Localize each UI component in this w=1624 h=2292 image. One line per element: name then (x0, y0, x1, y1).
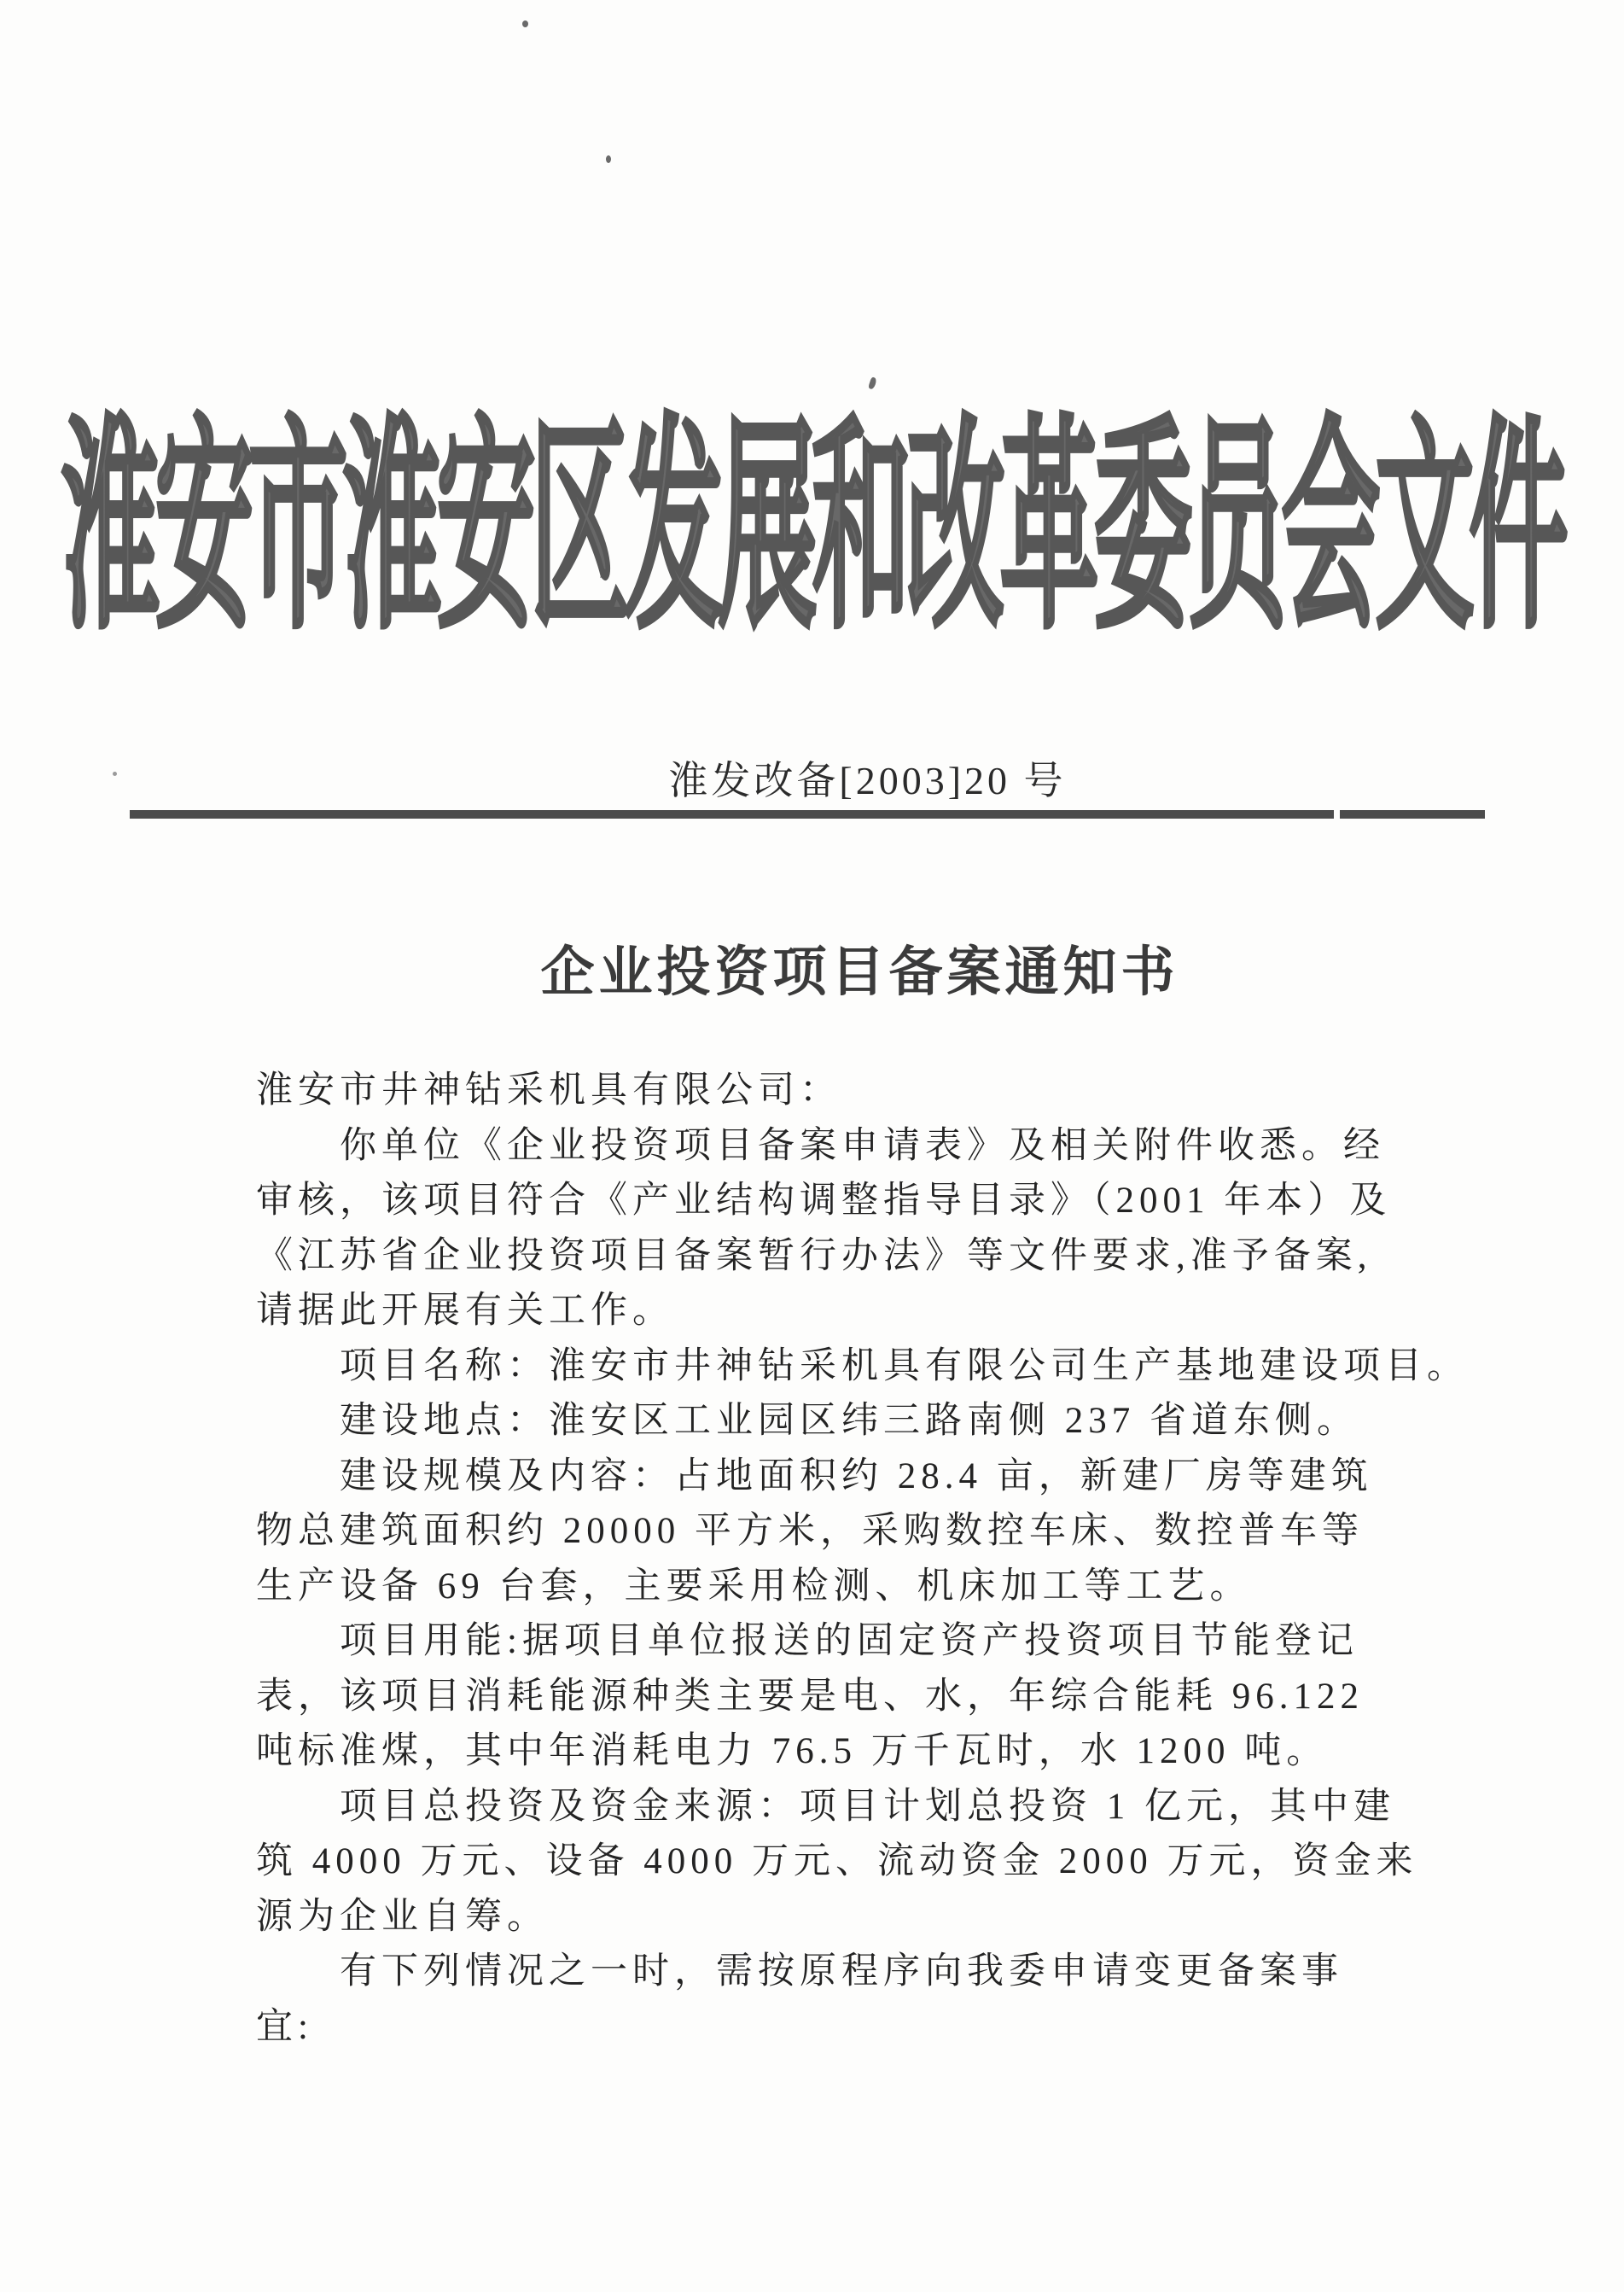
scan-speck (606, 155, 611, 163)
document-line: 源为企业自筹。 (256, 1896, 549, 1937)
document-line: 有下列情况之一时，需按原程序向我委申请变更备案事 (340, 1951, 1343, 1992)
document-line: 审核，该项目符合《产业结构调整指导目录》（2001 年本）及 (256, 1181, 1392, 1221)
agency-masthead-text: 淮安市淮安区发展和改革委员会文件 (61, 399, 1563, 656)
document-line: 项目名称：淮安市井神钻采机具有限公司生产基地建设项目。 (340, 1345, 1469, 1386)
document-line: 表，该项目消耗能源种类主要是电、水，年综合能耗 96.122 (256, 1676, 1364, 1717)
document-line: 建设地点：淮安区工业园区纬三路南侧 237 省道东侧。 (340, 1401, 1359, 1441)
document-reference-number: 淮发改备[2003]20 号 (668, 759, 1067, 802)
document-line: 项目总投资及资金来源：项目计划总投资 1 亿元，其中建 (340, 1786, 1395, 1827)
document-line: 《江苏省企业投资项目备案暂行办法》等文件要求,准予备案, (256, 1235, 1372, 1276)
document-line: 吨标准煤，其中年消耗电力 76.5 万千瓦时，水 1200 吨。 (256, 1731, 1329, 1771)
separator-rule-scan-gap (1334, 808, 1340, 820)
separator-rule (130, 810, 1485, 819)
notice-title: 企业投资项目备案通知书 (540, 942, 1179, 1002)
document-line: 宜: (256, 2006, 313, 2047)
document-line: 项目用能:据项目单位报送的固定资产投资项目节能登记 (340, 1621, 1359, 1661)
document-line: 物总建筑面积约 20000 平方米，采购数控车床、数控普车等 (256, 1511, 1364, 1551)
document-line: 请据此开展有关工作。 (256, 1291, 674, 1331)
scan-speck (522, 20, 528, 27)
agency-masthead (0, 345, 1624, 656)
document-line: 建设规模及内容：占地面积约 28.4 亩，新建厂房等建筑 (340, 1455, 1373, 1496)
document-line: 淮安市井神钻采机具有限公司： (256, 1070, 841, 1111)
document-line: 筑 4000 万元、设备 4000 万元、流动资金 2000 万元，资金来 (256, 1841, 1418, 1881)
document-body (256, 1064, 1502, 2055)
document-line: 生产设备 69 台套，主要采用检测、机床加工等工艺。 (256, 1566, 1252, 1607)
document-line: 你单位《企业投资项目备案申请表》及相关附件收悉。经 (340, 1125, 1385, 1166)
